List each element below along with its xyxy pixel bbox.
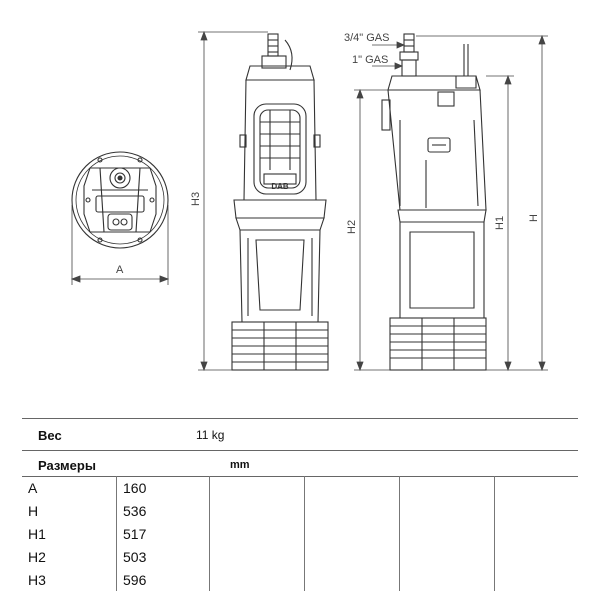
dimension-value: 503 bbox=[117, 545, 210, 568]
dimension-value: 536 bbox=[117, 499, 210, 522]
dimension-key: H2 bbox=[28, 548, 46, 565]
empty-cell bbox=[305, 568, 400, 591]
divider bbox=[22, 450, 578, 451]
weight-label: Вес bbox=[38, 428, 62, 443]
table-row bbox=[22, 545, 578, 568]
empty-cell bbox=[400, 568, 495, 591]
empty-cell bbox=[305, 522, 400, 545]
thread-label-bottom: 1" GAS bbox=[352, 54, 389, 66]
table-row bbox=[22, 568, 578, 591]
dimensions-label: Размеры bbox=[38, 458, 96, 473]
empty-cell bbox=[400, 476, 495, 499]
dimension-h2-label: H2 bbox=[346, 219, 358, 234]
empty-cell bbox=[210, 545, 305, 568]
empty-cell bbox=[495, 545, 579, 568]
divider bbox=[22, 418, 578, 419]
table-row bbox=[22, 499, 578, 522]
empty-cell bbox=[210, 568, 305, 591]
thread-label-top: 3/4" GAS bbox=[344, 32, 390, 44]
dab-logo: DAB bbox=[271, 182, 289, 191]
dimension-value: 517 bbox=[117, 522, 210, 545]
table-row bbox=[22, 522, 578, 545]
weight-value: 11 kg bbox=[196, 428, 225, 442]
empty-cell bbox=[495, 476, 579, 499]
dimension-value: 596 bbox=[117, 568, 210, 591]
dimension-h3-label: H3 bbox=[190, 191, 202, 206]
dimension-value: 160 bbox=[117, 476, 210, 499]
dimension-key: H3 bbox=[28, 571, 46, 588]
empty-cell bbox=[210, 476, 305, 499]
empty-cell bbox=[210, 522, 305, 545]
pump-top-view bbox=[72, 152, 168, 248]
dimension-key: A bbox=[28, 479, 38, 496]
empty-cell bbox=[400, 545, 495, 568]
dimensions-unit: mm bbox=[230, 459, 250, 471]
empty-cell bbox=[210, 499, 305, 522]
empty-cell bbox=[495, 568, 579, 591]
pump-front-view bbox=[232, 34, 328, 370]
empty-cell bbox=[400, 522, 495, 545]
dimension-a-label: A bbox=[116, 264, 124, 276]
dimension-key: H1 bbox=[28, 525, 46, 542]
empty-cell bbox=[495, 499, 579, 522]
empty-cell bbox=[400, 499, 495, 522]
dimension-h-line bbox=[416, 36, 548, 370]
dimension-h3-line bbox=[198, 32, 268, 370]
dimension-h2-line bbox=[354, 90, 390, 370]
empty-cell bbox=[305, 476, 400, 499]
empty-cell bbox=[305, 499, 400, 522]
pump-side-view bbox=[382, 34, 486, 370]
empty-cell bbox=[305, 545, 400, 568]
dimension-h-label: H bbox=[528, 214, 540, 222]
table-row bbox=[22, 476, 578, 499]
dimension-h1-label: H1 bbox=[494, 215, 506, 230]
dimension-key: H bbox=[28, 502, 39, 519]
empty-cell bbox=[495, 522, 579, 545]
dimensions-table bbox=[22, 476, 578, 591]
